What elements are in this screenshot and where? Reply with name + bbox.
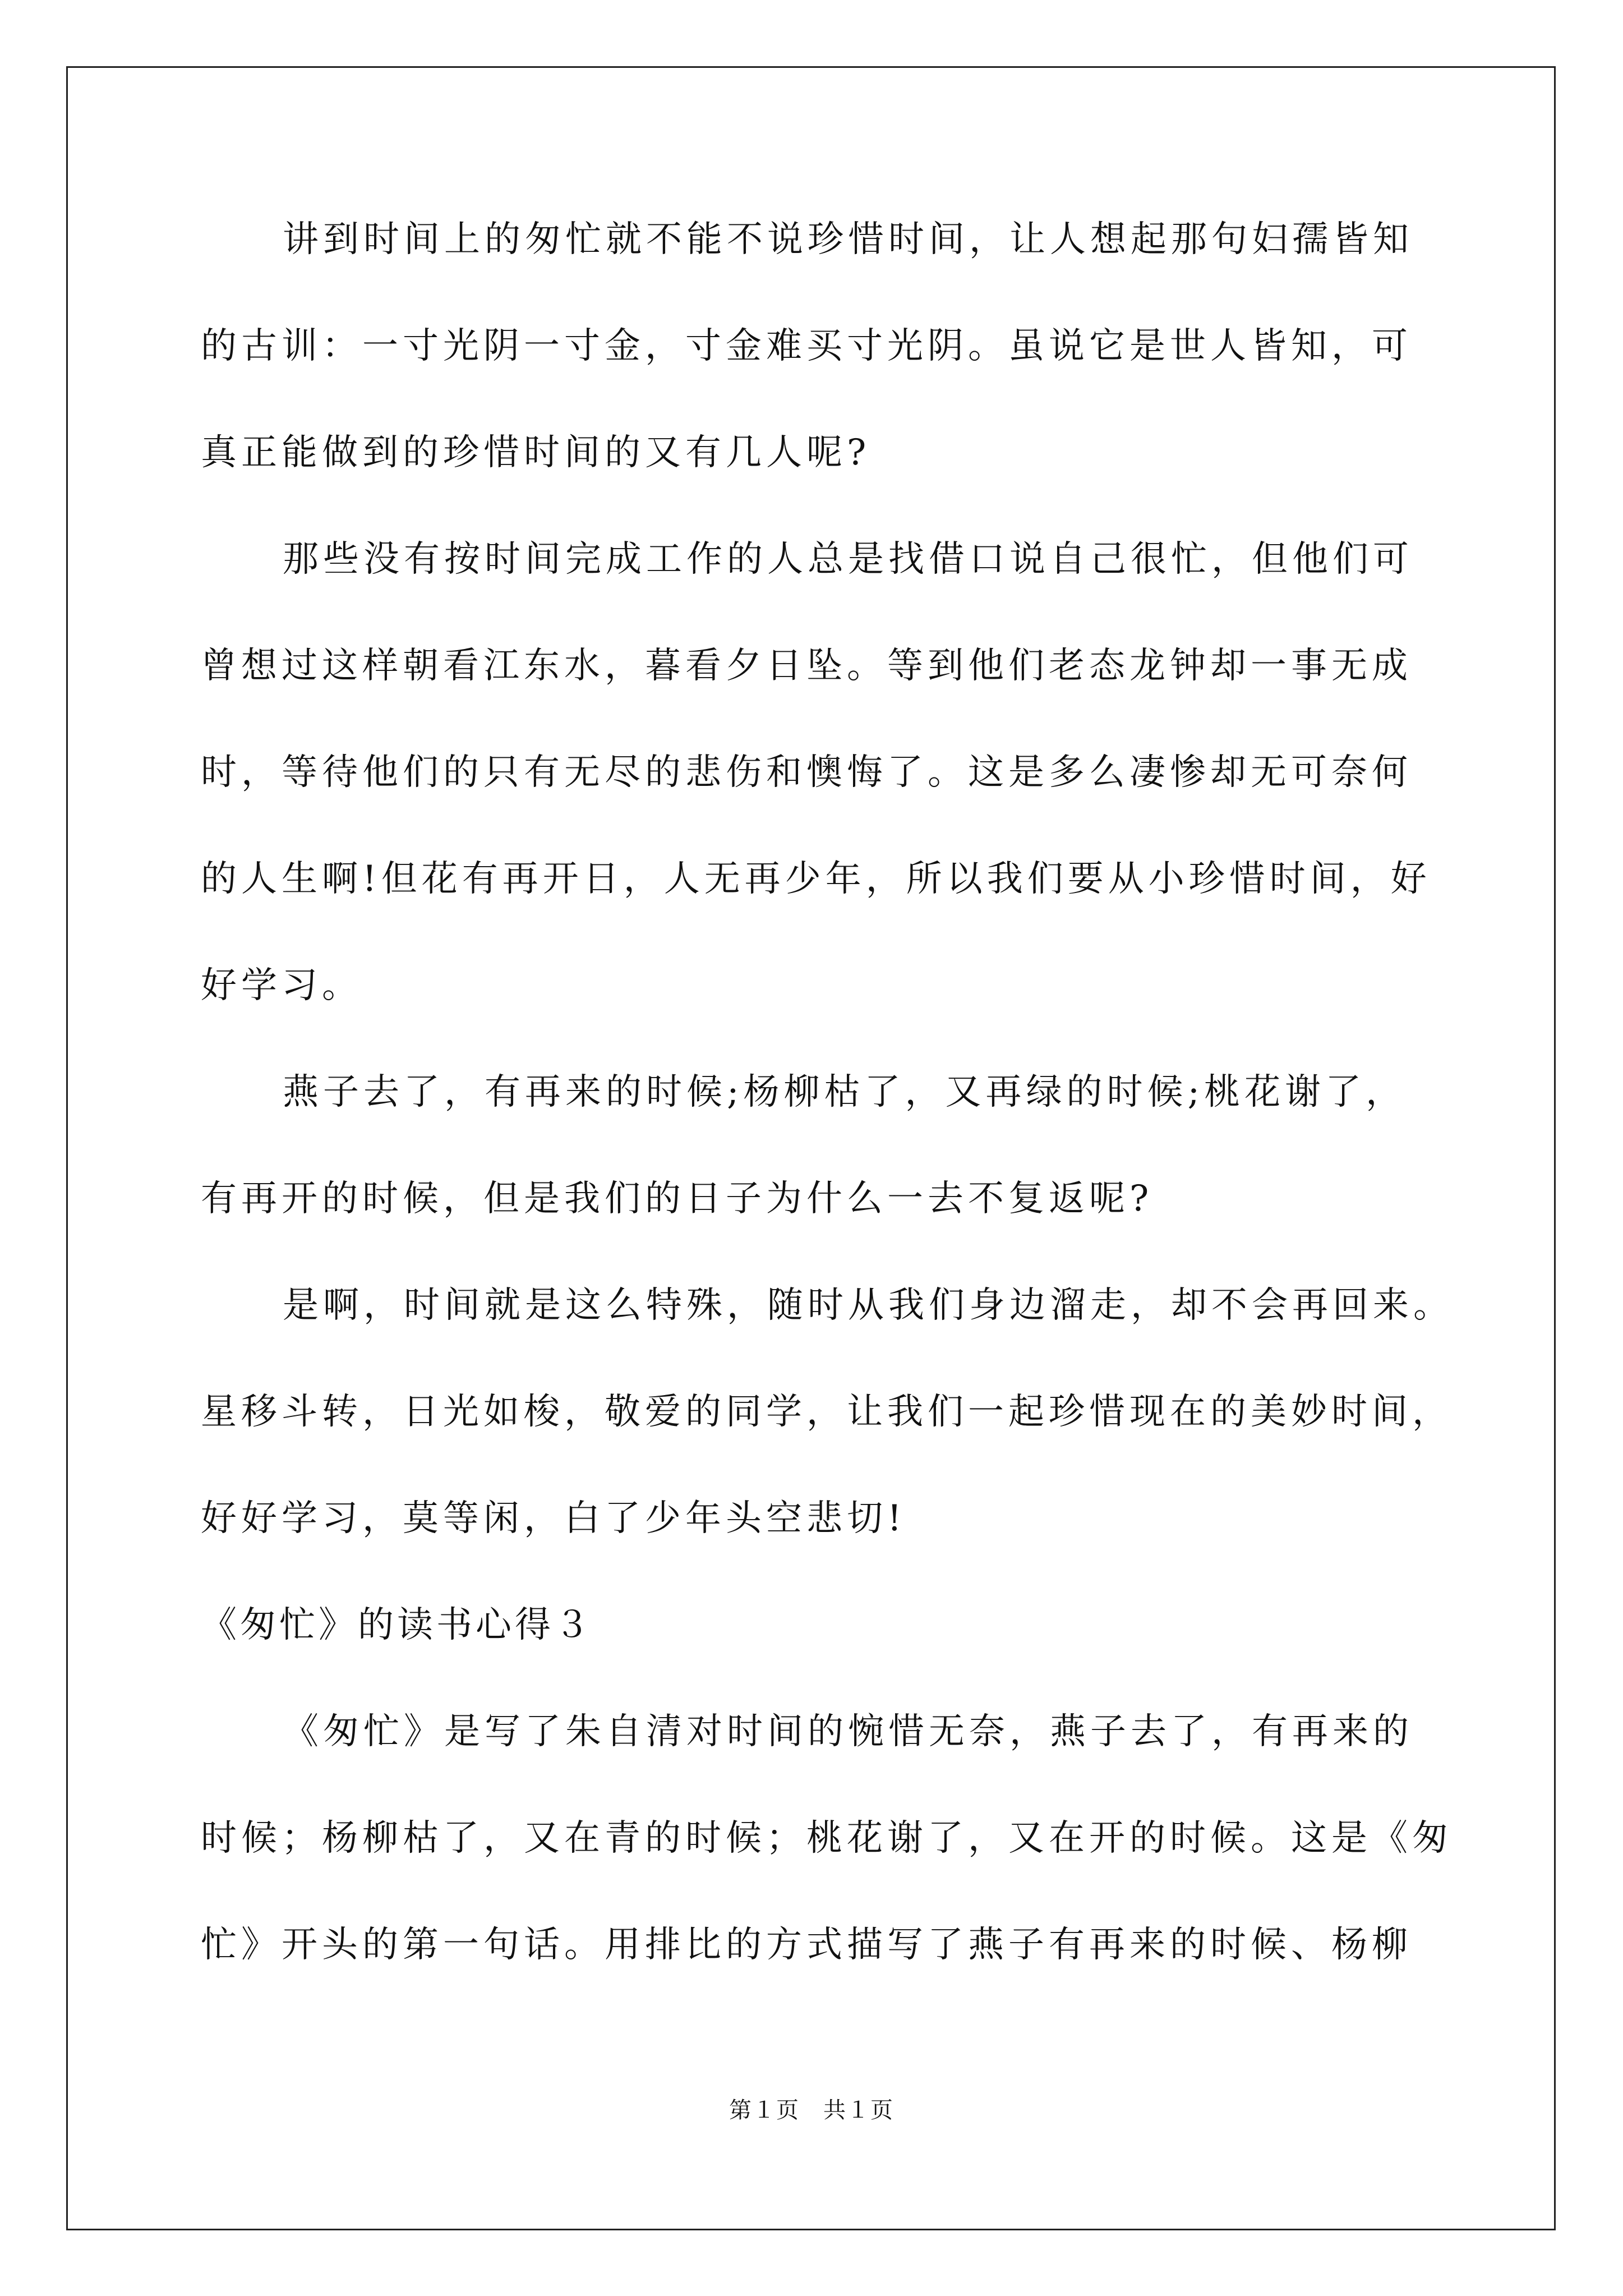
paragraph-4-line-1: 是啊，时间就是这么特殊，随时从我们身边溜走，却不会再回来。 — [283, 1285, 1454, 1326]
paragraph-2-line-5: 好学习。 — [201, 965, 362, 1006]
paragraph-5-line-1: 《匆忙》是写了朱自清对时间的惋惜无奈，燕子去了，有再来的 — [283, 1711, 1413, 1752]
document-body — [201, 213, 1474, 1972]
paragraph-3-line-1: 燕子去了，有再来的时候;杨柳枯了，又再绿的时候;桃花谢了， — [283, 1071, 1407, 1113]
paragraph-5-line-2: 时候；杨柳枯了，又在青的时候；桃花谢了，又在开的时候。这是《匆 — [201, 1818, 1453, 1859]
paragraph-5-line-3: 忙》开头的第一句话。用排比的方式描写了燕子有再来的时候、杨柳 — [201, 1924, 1412, 1966]
paragraph-2-line-4: 的人生啊!但花有再开日，人无再少年，所以我们要从小珍惜时间，好 — [201, 858, 1431, 900]
section-heading: 《匆忙》的读书心得３ — [201, 1604, 593, 1646]
paragraph-4-line-3: 好好学习，莫等闲，白了少年头空悲切! — [201, 1498, 906, 1539]
paragraph-1-line-1: 讲到时间上的匆忙就不能不说珍惜时间，让人想起那句妇孺皆知 — [283, 219, 1413, 260]
paragraph-2-line-1: 那些没有按时间完成工作的人总是找借口说自己很忙，但他们可 — [283, 539, 1413, 580]
page-footer: 第１页 共１页 — [729, 2097, 894, 2123]
paragraph-4-line-2: 星移斗转，日光如梭，敬爱的同学，让我们一起珍惜现在的美妙时间， — [201, 1391, 1453, 1433]
paragraph-2-line-3: 时，等待他们的只有无尽的悲伤和懊悔了。这是多么凄惨却无可奈何 — [201, 752, 1412, 793]
paragraph-3-line-2: 有再开的时候，但是我们的日子为什么一去不复返呢? — [201, 1178, 1154, 1220]
paragraph-1-line-2: 的古训：一寸光阴一寸金，寸金难买寸光阴。虽说它是世人皆知，可 — [201, 325, 1412, 367]
paragraph-2-line-2: 曾想过这样朝看江东水，暮看夕日坠。等到他们老态龙钟却一事无成 — [201, 645, 1412, 687]
paragraph-1-line-3: 真正能做到的珍惜时间的又有几人呢? — [201, 432, 871, 473]
